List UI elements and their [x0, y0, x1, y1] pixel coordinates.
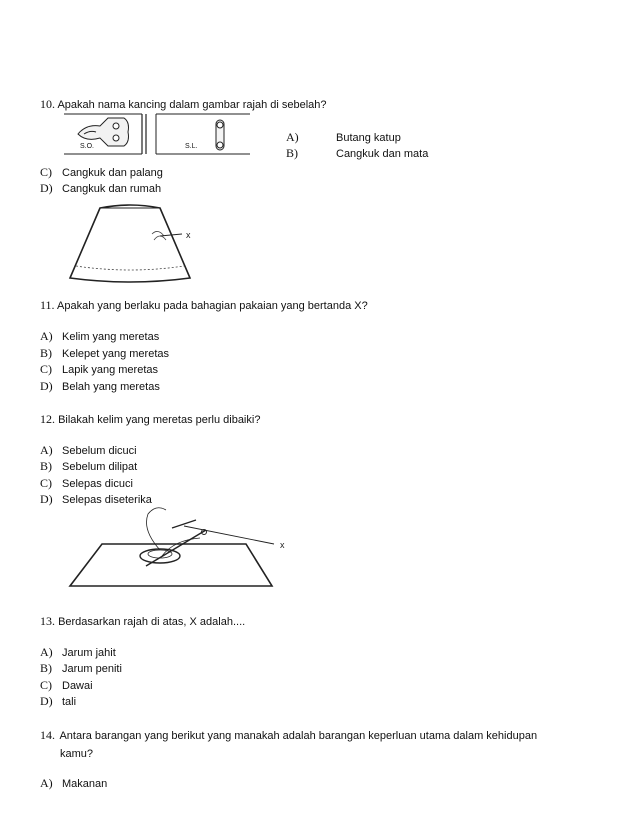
option-d[interactable] — [40, 694, 76, 709]
option-a[interactable] — [40, 776, 107, 791]
option-letter: C) — [40, 678, 52, 692]
option-letter: D) — [40, 694, 53, 708]
question-13 — [40, 614, 245, 629]
question-text: Apakah nama kancing dalam gambar rajah di sebelah? — [57, 99, 327, 111]
option-a[interactable] — [40, 329, 159, 344]
option-text: Selepas dicuci — [62, 478, 133, 490]
option-letter: B) — [40, 661, 52, 675]
question-number: 10. — [40, 97, 55, 111]
option-b[interactable] — [286, 146, 428, 161]
option-d[interactable] — [40, 379, 160, 394]
question-text-line1: Antara barangan yang berikut yang manakah adalah barangan keperluan utama dalam kehidupan — [59, 730, 538, 742]
option-letter: A) — [40, 776, 53, 790]
option-text: Sebelum dilipat — [62, 461, 138, 473]
option-letter: D) — [40, 492, 53, 506]
option-text: Belah yang meretas — [62, 381, 160, 393]
question-number: 11. — [40, 298, 55, 312]
diagram-label-right: S.L. — [185, 143, 198, 150]
option-letter: D) — [40, 379, 53, 393]
option-text: Cangkuk dan rumah — [62, 183, 162, 195]
option-letter: B) — [40, 346, 52, 360]
option-text: Cangkuk dan palang — [62, 167, 163, 179]
option-text: Butang katup — [336, 132, 401, 144]
option-text: Jarum jahit — [62, 647, 116, 659]
option-d[interactable] — [40, 181, 161, 196]
option-letter: B) — [40, 459, 52, 473]
option-letter: D) — [40, 181, 53, 195]
question-10 — [40, 97, 327, 112]
option-b[interactable] — [40, 661, 122, 676]
option-text: Makanan — [62, 778, 108, 790]
question-number: 14. — [40, 728, 55, 742]
needle-diagram — [66, 500, 306, 592]
option-letter: C) — [40, 362, 52, 376]
option-text: Dawai — [62, 680, 93, 692]
option-text: Selepas diseterika — [62, 494, 152, 506]
option-text: Jarum peniti — [62, 663, 122, 675]
option-text: Sebelum dicuci — [62, 445, 137, 457]
option-b[interactable] — [40, 459, 137, 474]
option-letter: A) — [40, 329, 53, 343]
option-letter: A) — [286, 130, 299, 144]
question-text: Apakah yang berlaku pada bahagian pakaian yang bertanda X? — [57, 300, 368, 312]
option-c[interactable] — [40, 476, 133, 491]
option-letter: A) — [40, 443, 53, 457]
question-12 — [40, 412, 260, 427]
question-text: Bilakah kelim yang meretas perlu dibaiki? — [58, 414, 261, 426]
option-a[interactable] — [40, 443, 137, 458]
option-a[interactable] — [40, 645, 116, 660]
question-14 — [40, 726, 592, 763]
option-letter: B) — [286, 146, 298, 160]
option-c[interactable] — [40, 165, 163, 180]
option-c[interactable] — [40, 362, 158, 377]
option-letter: C) — [40, 165, 52, 179]
option-b[interactable] — [40, 346, 169, 361]
option-letter: A) — [40, 645, 53, 659]
question-text-line2: kamu? — [60, 748, 94, 760]
marker-x: x — [186, 230, 191, 240]
option-letter: C) — [40, 476, 52, 490]
question-number: 12. — [40, 412, 55, 426]
option-c[interactable] — [40, 678, 93, 693]
option-a[interactable] — [286, 130, 401, 145]
skirt-diagram — [60, 200, 210, 286]
marker-x: x — [280, 540, 285, 550]
option-text: Lapik yang meretas — [62, 364, 158, 376]
question-text: Berdasarkan rajah di atas, X adalah.... — [58, 616, 246, 628]
option-text: Cangkuk dan mata — [336, 148, 429, 160]
question-11 — [40, 298, 368, 313]
option-text: tali — [62, 696, 77, 708]
fastener-diagram — [58, 112, 258, 160]
option-text: Kelepet yang meretas — [62, 348, 170, 360]
diagram-label-left: S.O. — [80, 143, 95, 150]
question-number: 13. — [40, 614, 55, 628]
option-text: Kelim yang meretas — [62, 331, 160, 343]
